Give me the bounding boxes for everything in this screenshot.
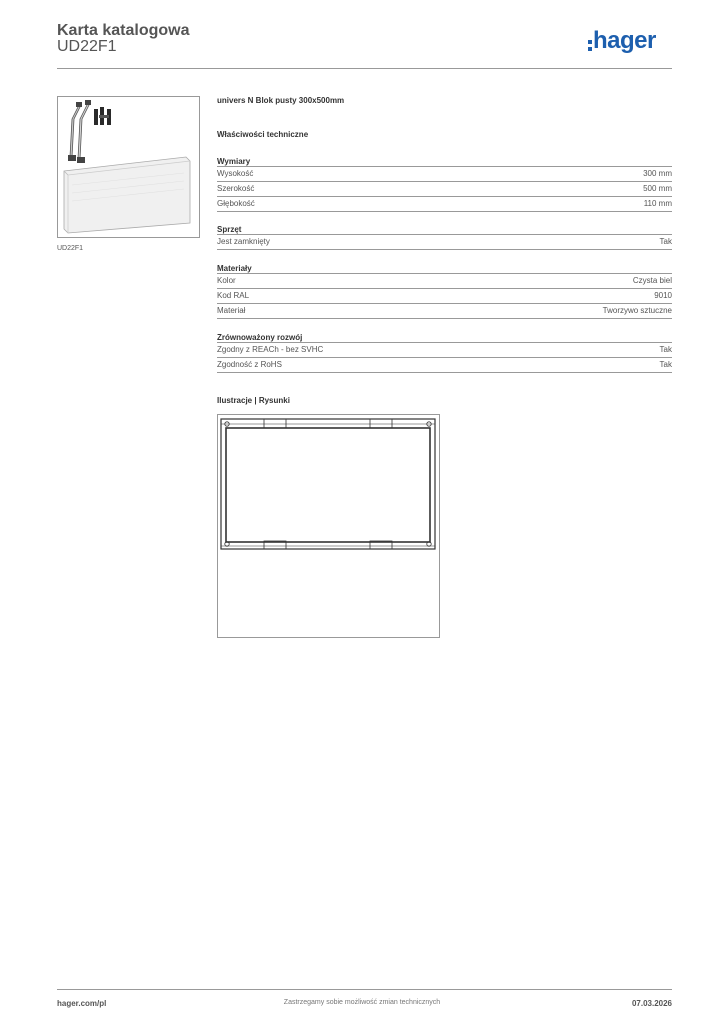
spec-label: Szerokość — [217, 184, 255, 193]
product-title: univers N Blok pusty 300x500mm — [217, 96, 345, 105]
logo-colon-icon — [588, 40, 592, 44]
document-title: Karta katalogowa — [57, 22, 190, 39]
spec-row-height — [217, 167, 672, 182]
spec-value: 9010 — [654, 291, 672, 300]
technical-drawing-svg — [218, 415, 439, 637]
fastening-clips-icon — [94, 107, 111, 125]
header-divider — [57, 68, 672, 69]
spec-value: Tak — [659, 360, 672, 369]
section-materials — [217, 263, 672, 319]
product-code: UD22F1 — [57, 38, 117, 55]
cover-panel-icon — [64, 157, 190, 233]
mounting-rails-icon — [68, 100, 91, 163]
spec-label: Głębokość — [217, 199, 255, 208]
footer-divider — [57, 989, 672, 990]
spec-value: 300 mm — [643, 169, 672, 178]
section-dimensions — [217, 156, 672, 212]
spec-label: Kolor — [217, 276, 236, 285]
spec-value: Tworzywo sztuczne — [602, 306, 672, 315]
section-title: Materiały — [217, 263, 672, 274]
spec-label: Materiał — [217, 306, 246, 315]
illustrations-heading: Ilustracje | Rysunki — [217, 396, 290, 405]
spec-label: Kod RAL — [217, 291, 250, 300]
section-equipment — [217, 224, 672, 250]
product-image — [57, 96, 200, 238]
spec-value: 110 mm — [643, 199, 672, 208]
spec-label: Jest zamknięty — [217, 237, 270, 246]
spec-row-rohs — [217, 358, 672, 373]
section-title: Zrównoważony rozwój — [217, 332, 672, 343]
technical-properties-heading: Właściwości techniczne — [217, 130, 309, 139]
logo-text: hager — [593, 27, 656, 54]
spec-row-ral — [217, 289, 672, 304]
section-sustainability — [217, 332, 672, 373]
section-title: Sprzęt — [217, 224, 672, 235]
spec-value: 500 mm — [643, 184, 672, 193]
spec-row-depth — [217, 197, 672, 212]
hager-logo — [588, 27, 656, 55]
spec-value: Tak — [659, 237, 672, 246]
technical-drawing — [217, 414, 440, 638]
footer-disclaimer: Zastrzegamy sobie możliwość zmian technicznych — [283, 999, 441, 1006]
spec-label: Zgodny z REACh - bez SVHC — [217, 345, 324, 354]
spec-value: Czysta biel — [632, 276, 672, 285]
spec-row-closed — [217, 235, 672, 250]
section-title: Wymiary — [217, 156, 672, 167]
spec-row-color — [217, 274, 672, 289]
product-image-caption: UD22F1 — [57, 245, 84, 252]
spec-value: Tak — [659, 345, 672, 354]
product-photo-illustration — [58, 97, 199, 237]
spec-label: Zgodność z RoHS — [217, 360, 282, 369]
spec-row-reach — [217, 343, 672, 358]
footer-website-link[interactable]: hager.com/pl — [57, 999, 107, 1008]
spec-label: Wysokość — [217, 169, 254, 178]
spec-row-material — [217, 304, 672, 319]
spec-row-width — [217, 182, 672, 197]
footer-date: 07.03.2026 — [631, 999, 672, 1008]
